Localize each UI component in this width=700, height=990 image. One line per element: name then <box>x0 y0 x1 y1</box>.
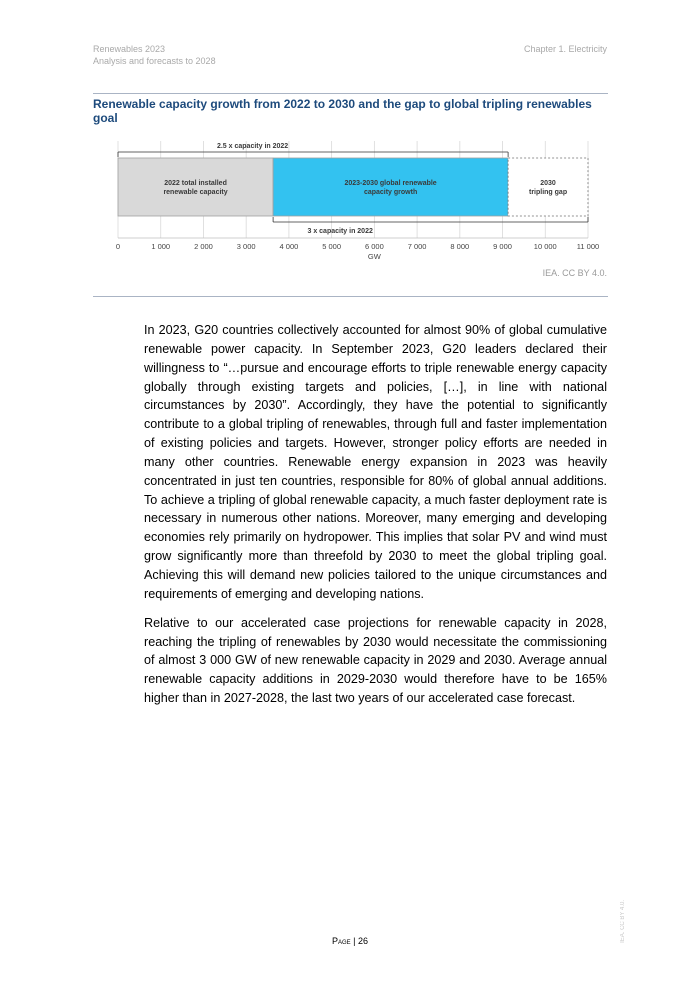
segment-bar-3 <box>508 158 588 216</box>
figure-credit: IEA. CC BY 4.0. <box>542 268 607 278</box>
x-tick-label: 8 000 <box>450 242 470 251</box>
body-text <box>144 321 607 718</box>
segment-bar-1 <box>118 158 273 216</box>
x-tick-label: 3 000 <box>236 242 256 251</box>
report-subtitle: Analysis and forecasts to 2028 <box>93 56 216 66</box>
x-tick-label: 1 000 <box>151 242 171 251</box>
x-tick-label: 0 <box>115 242 121 251</box>
figure-title: Renewable capacity growth from 2022 to 2030 and the gap to global tripling renewables goal <box>93 97 592 125</box>
figure-top-rule <box>93 93 608 94</box>
x-tick-label: 7 000 <box>407 242 427 251</box>
segment-label-2: 2023-2030 global renewable capacity growth <box>344 180 437 196</box>
paragraph-2: Relative to our accelerated case projections for renewable capacity in 2028, reaching the tripling of renewables by 2030 would necessitate the commissioning of almost 3 000 GW of new renewable capacity in 2029 and 2030. Average annual renewable capacity additions in 2029-2030 would therefore have to be 165% higher than in 2027-2028, the last two years of our accelerated case forecast. <box>144 615 607 706</box>
annotation-label-1: 2.5 x capacity in 2022 <box>216 143 289 150</box>
page-word: Page <box>331 936 351 946</box>
capacity-chart <box>93 132 608 264</box>
annotation-label-2: 3 x capacity in 2022 <box>307 228 373 235</box>
x-tick-label: 6 000 <box>364 242 384 251</box>
page-number: 26 <box>358 936 369 946</box>
x-axis-label: GW <box>367 252 381 261</box>
figure-bottom-rule <box>93 296 608 297</box>
page-separator: | <box>353 936 359 946</box>
x-tick-label: 9 000 <box>493 242 512 251</box>
side-watermark: IEA. CC BY 4.0. <box>620 900 626 943</box>
x-tick-label: 5 000 <box>322 242 342 251</box>
segment-label-3: 2030 tripling gap <box>528 180 568 196</box>
segment-label-1: 2022 total installed renewable capacity <box>163 180 228 196</box>
page-footer <box>0 936 700 946</box>
running-header-left <box>93 43 216 67</box>
x-tick-label: 11 000 <box>576 242 600 251</box>
x-tick-label: 2 000 <box>194 242 213 251</box>
paragraph-1: In 2023, G20 countries collectively accounted for almost 90% of global cumulative renewable power capacity. In September 2023, G20 leaders declared their willingness to “…pursue and encourage efforts to triple renewable energy capacity globally through existing targets and policies, […], in line with national circumstances by 2030”. Accordingly, they have the potential to significantly contribute to a global tripling of renewables, through full and faster implementation of existing policies and targets. However, stronger policy efforts are needed in many other countries. Renewable energy expansion in 2023 was heavily concentrated in just ten countries, responsible for 80% of global annual additions. To achieve a tripling of global renewable capacity, a much faster deployment rate is necessary in numerous other nations. Moreover, many emerging and developing economies rely primarily on hydropower. This implies that solar PV and wind must grow significantly more than threefold by 2030 to meet the global tripling goal. Achieving this will demand new policies tailored to the unique circumstances and requirements of emerging and developing nations. <box>144 323 607 601</box>
x-tick-label: 10 000 <box>533 242 557 251</box>
segment-bar-2 <box>273 158 508 216</box>
report-title: Renewables 2023 <box>93 44 166 54</box>
chart-axis <box>116 242 599 261</box>
chart-segments <box>118 158 588 216</box>
chapter-label: Chapter 1. Electricity <box>523 44 607 54</box>
x-tick-label: 4 000 <box>279 242 299 251</box>
